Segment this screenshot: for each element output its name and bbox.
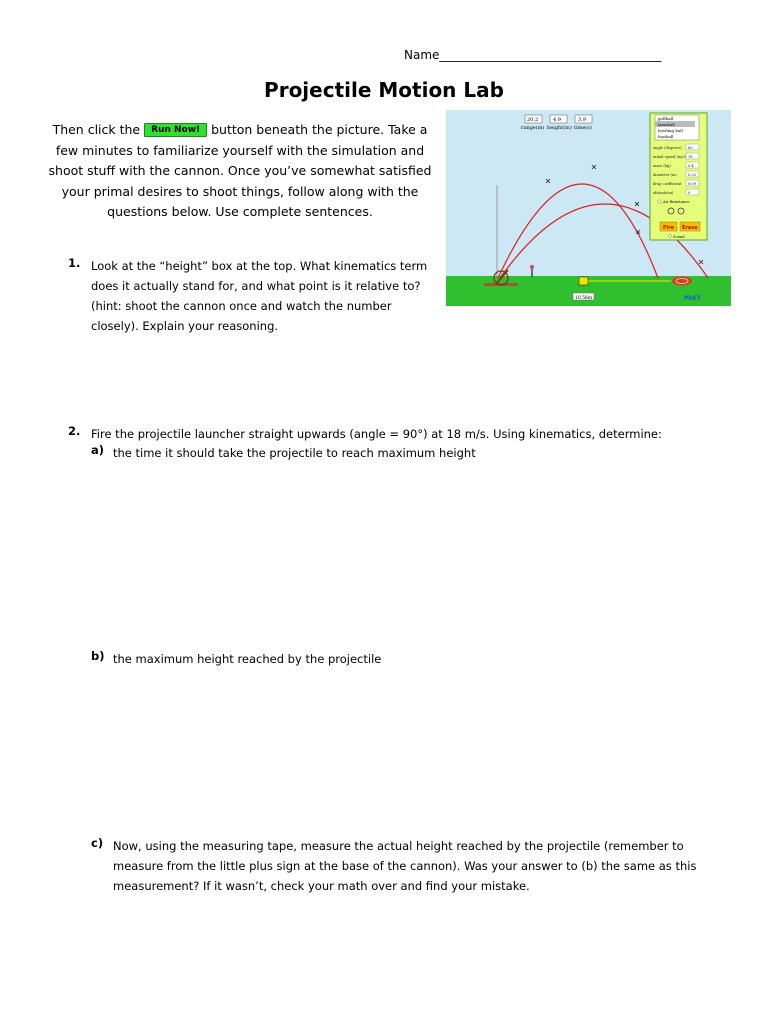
control-value: 0.09	[688, 182, 697, 186]
question-1-number: 1.	[68, 256, 81, 270]
tape-length-label: 10.56m	[575, 296, 593, 301]
fire-button-label: Fire	[663, 225, 674, 231]
control-label: angle (degrees)	[653, 146, 682, 150]
control-value: 18	[688, 155, 693, 159]
object-option[interactable]: baseball	[658, 122, 675, 127]
object-option[interactable]: bowling ball	[658, 128, 683, 133]
height-readout-value: 4.9	[553, 117, 561, 123]
time-readout-value: 3.9	[578, 117, 586, 123]
control-value: 0.4	[688, 164, 694, 168]
target-outer	[672, 277, 692, 286]
time-readout-label: time(s)	[574, 125, 592, 131]
air-resistance-label: Air Resistance	[663, 200, 690, 204]
question-2-number: 2.	[68, 424, 81, 438]
intro-text-before: Then click the	[52, 122, 145, 137]
intro-text-after: button beneath the picture. Take a few minutes to familiarize yourself with the simulation and shoot stuff with the cannon. Once you’ve somewhat satisfied your primal desires to shoot things, follow along with the questions below. Use complete sentences.	[48, 122, 432, 219]
measuring-tape-reel[interactable]	[579, 277, 588, 285]
intro-paragraph	[48, 120, 432, 223]
control-value: 0	[688, 191, 691, 195]
run-now-button[interactable]: Run Now!	[144, 123, 207, 137]
sound-label: Sound	[673, 235, 685, 239]
control-label: initial speed (m/s)	[653, 155, 686, 159]
question-2a-text: the time it should take the projectile to reach maximum height	[113, 446, 476, 460]
question-2b-letter: b)	[91, 649, 105, 663]
erase-button-label: Erase	[682, 225, 698, 231]
range-readout-value: 20.2	[527, 117, 539, 123]
control-label: drag coefficient	[653, 182, 682, 186]
readout-boxes	[521, 115, 592, 131]
control-panel	[650, 113, 707, 240]
question-2-text: Fire the projectile launcher straight upwards (angle = 90°) at 18 m/s. Using kinematics, determine:	[91, 427, 662, 441]
question-2c-letter: c)	[91, 836, 104, 850]
question-1-text: Look at the “height” box at the top. What kinematics term does it actually stand for, and what point is it relative to? (hint: shoot the cannon once and watch the number closely). Explain your reasoning.	[91, 259, 428, 333]
object-option[interactable]: golfball	[658, 116, 674, 121]
phet-logo: PhET	[684, 295, 701, 302]
sound-radio[interactable]	[669, 235, 672, 238]
control-label: altitude(m)	[653, 191, 674, 195]
object-option[interactable]: football	[658, 134, 674, 139]
name-field-label: Name_____________________________________	[404, 48, 662, 62]
air-resistance-checkbox[interactable]	[658, 200, 661, 203]
question-2b-text: the maximum height reached by the projectile	[113, 652, 382, 666]
target[interactable]	[672, 277, 692, 286]
control-label: diameter (m)	[653, 173, 677, 177]
control-value: 60	[688, 146, 693, 150]
page-title: Projectile Motion Lab	[264, 78, 504, 102]
projectile-simulation-screenshot[interactable]	[446, 110, 731, 306]
range-readout-label: range(m)	[521, 125, 545, 131]
question-2c-text: Now, using the measuring tape, measure the actual height reached by the projectile (remember to measure from the little plus sign at the base of the cannon). Was your answer to (b) the same as this measurement? If it wasn’t, check your math over and find your mistake.	[113, 839, 697, 893]
person-head	[530, 265, 534, 269]
control-value: 0.25	[688, 173, 697, 177]
height-readout-label: height(m)	[547, 125, 572, 131]
control-label: mass (kg)	[653, 164, 671, 168]
question-2a-letter: a)	[91, 443, 105, 457]
